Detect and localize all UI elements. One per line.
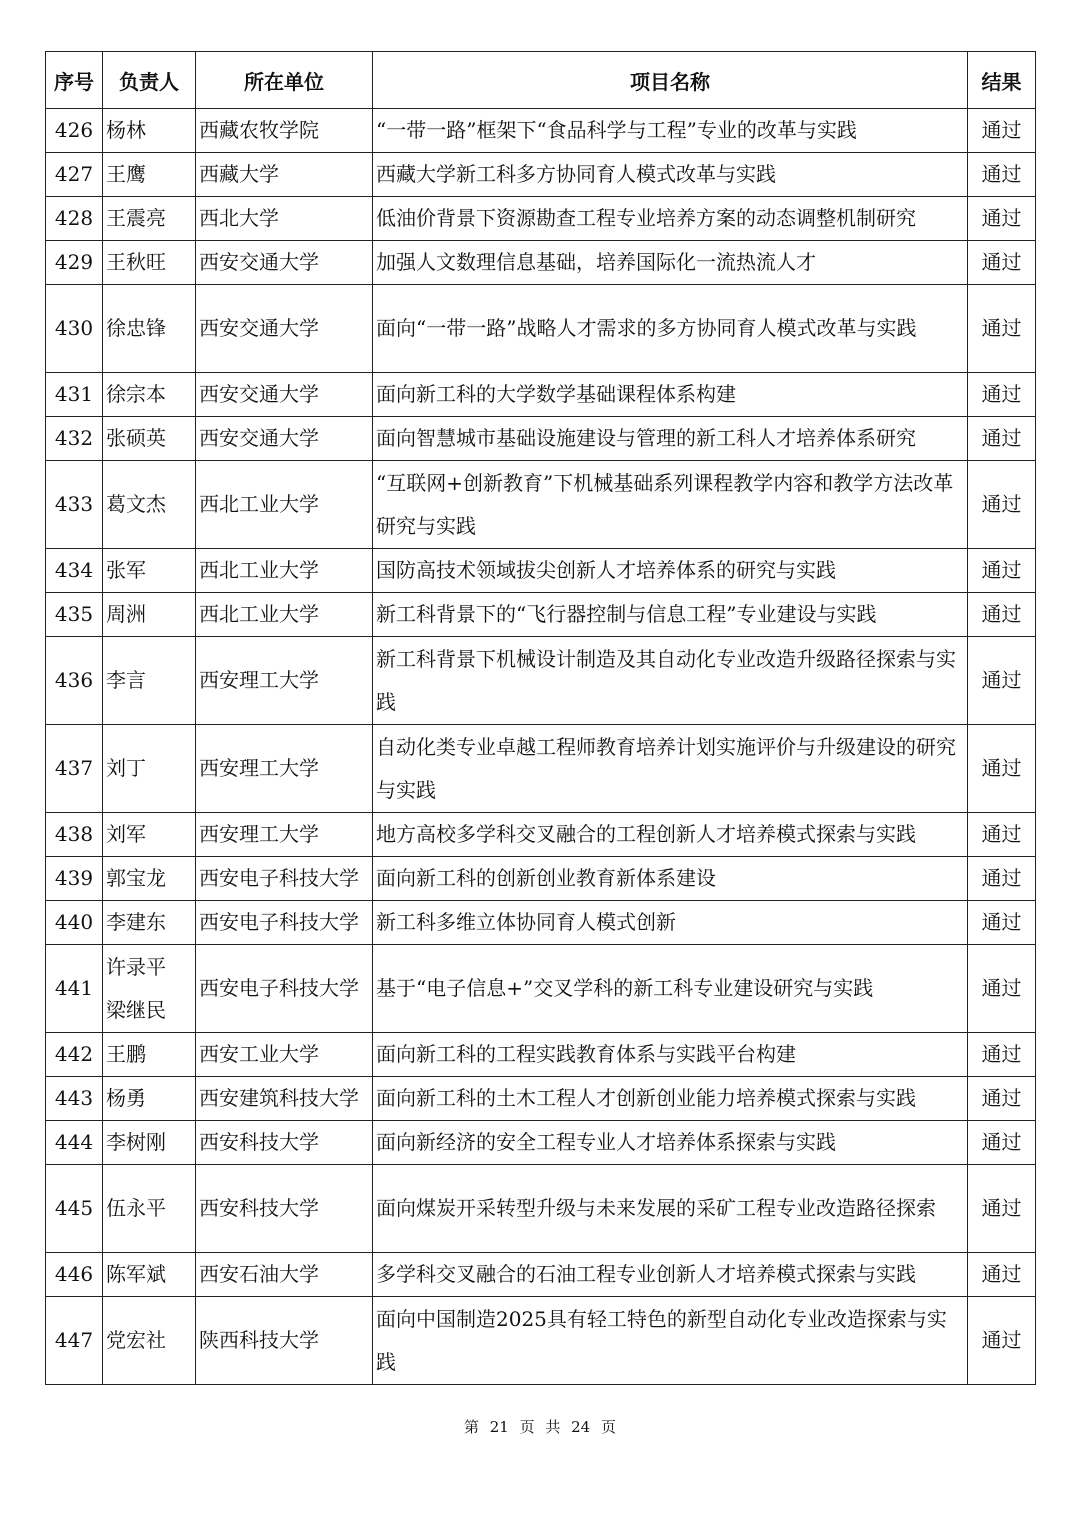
header-serial-number: 序号 bbox=[46, 52, 103, 109]
row-unit: 西安交通大学 bbox=[196, 285, 373, 373]
row-project-title: 地方高校多学科交叉融合的工程创新人才培养模式探索与实践 bbox=[373, 813, 968, 857]
table-row bbox=[46, 1253, 1036, 1297]
row-project-title: 面向新工科的大学数学基础课程体系构建 bbox=[373, 373, 968, 417]
table-row bbox=[46, 109, 1036, 153]
row-project-title: 加强人文数理信息基础，培养国际化一流热流人才 bbox=[373, 241, 968, 285]
row-unit: 西安理工大学 bbox=[196, 813, 373, 857]
row-serial-number: 444 bbox=[46, 1121, 103, 1165]
row-result: 通过 bbox=[968, 857, 1036, 901]
header-project-title: 项目名称 bbox=[373, 52, 968, 109]
row-leader: 徐宗本 bbox=[103, 373, 196, 417]
row-leader: 陈军斌 bbox=[103, 1253, 196, 1297]
row-unit: 陕西科技大学 bbox=[196, 1297, 373, 1385]
row-leader: 李建东 bbox=[103, 901, 196, 945]
row-serial-number: 439 bbox=[46, 857, 103, 901]
row-result: 通过 bbox=[968, 549, 1036, 593]
row-result: 通过 bbox=[968, 285, 1036, 373]
row-result: 通过 bbox=[968, 461, 1036, 549]
row-project-title: 面向新工科的土木工程人才创新创业能力培养模式探索与实践 bbox=[373, 1077, 968, 1121]
row-serial-number: 446 bbox=[46, 1253, 103, 1297]
table-row bbox=[46, 637, 1036, 725]
table-row bbox=[46, 1297, 1036, 1385]
row-project-title: 面向新工科的创新创业教育新体系建设 bbox=[373, 857, 968, 901]
row-serial-number: 427 bbox=[46, 153, 103, 197]
row-result: 通过 bbox=[968, 1165, 1036, 1253]
row-project-title: 面向中国制造2025具有轻工特色的新型自动化专业改造探索与实践 bbox=[373, 1297, 968, 1385]
row-leader: 党宏社 bbox=[103, 1297, 196, 1385]
row-leader: 周洲 bbox=[103, 593, 196, 637]
row-project-title: 低油价背景下资源勘查工程专业培养方案的动态调整机制研究 bbox=[373, 197, 968, 241]
page-footer: 第 21 页 共 24 页 bbox=[463, 1418, 616, 1436]
row-leader: 王鹰 bbox=[103, 153, 196, 197]
row-project-title: 面向智慧城市基础设施建设与管理的新工科人才培养体系研究 bbox=[373, 417, 968, 461]
row-leader: 许录平 梁继民 bbox=[103, 945, 196, 1033]
row-unit: 西安理工大学 bbox=[196, 725, 373, 813]
row-leader: 伍永平 bbox=[103, 1165, 196, 1253]
row-result: 通过 bbox=[968, 1033, 1036, 1077]
row-unit: 西安理工大学 bbox=[196, 637, 373, 725]
table-row bbox=[46, 373, 1036, 417]
project-results-table bbox=[45, 51, 1036, 1385]
row-unit: 西北工业大学 bbox=[196, 593, 373, 637]
table-row bbox=[46, 417, 1036, 461]
table-row bbox=[46, 1121, 1036, 1165]
header-unit: 所在单位 bbox=[196, 52, 373, 109]
row-serial-number: 433 bbox=[46, 461, 103, 549]
row-result: 通过 bbox=[968, 1077, 1036, 1121]
row-project-title: 面向新工科的工程实践教育体系与实践平台构建 bbox=[373, 1033, 968, 1077]
row-result: 通过 bbox=[968, 901, 1036, 945]
row-unit: 西北大学 bbox=[196, 197, 373, 241]
table-row bbox=[46, 901, 1036, 945]
header-result: 结果 bbox=[968, 52, 1036, 109]
table-row bbox=[46, 241, 1036, 285]
table-row bbox=[46, 1077, 1036, 1121]
row-unit: 西藏农牧学院 bbox=[196, 109, 373, 153]
row-result: 通过 bbox=[968, 241, 1036, 285]
table-row bbox=[46, 1033, 1036, 1077]
row-leader: 王鹏 bbox=[103, 1033, 196, 1077]
row-unit: 西北工业大学 bbox=[196, 549, 373, 593]
row-leader: 王震亮 bbox=[103, 197, 196, 241]
row-leader: 刘丁 bbox=[103, 725, 196, 813]
row-result: 通过 bbox=[968, 725, 1036, 813]
row-unit: 西北工业大学 bbox=[196, 461, 373, 549]
row-leader: 葛文杰 bbox=[103, 461, 196, 549]
header-leader: 负责人 bbox=[103, 52, 196, 109]
row-leader: 张硕英 bbox=[103, 417, 196, 461]
row-unit: 西藏大学 bbox=[196, 153, 373, 197]
row-unit: 西安工业大学 bbox=[196, 1033, 373, 1077]
row-serial-number: 434 bbox=[46, 549, 103, 593]
row-serial-number: 432 bbox=[46, 417, 103, 461]
row-unit: 西安交通大学 bbox=[196, 417, 373, 461]
row-serial-number: 445 bbox=[46, 1165, 103, 1253]
row-unit: 西安电子科技大学 bbox=[196, 857, 373, 901]
row-result: 通过 bbox=[968, 1121, 1036, 1165]
table-body bbox=[46, 109, 1036, 1385]
table-row bbox=[46, 1165, 1036, 1253]
row-serial-number: 442 bbox=[46, 1033, 103, 1077]
row-leader: 张军 bbox=[103, 549, 196, 593]
table-row bbox=[46, 593, 1036, 637]
row-project-title: 面向“一带一路”战略人才需求的多方协同育人模式改革与实践 bbox=[373, 285, 968, 373]
table-row bbox=[46, 197, 1036, 241]
row-project-title: 新工科背景下的“飞行器控制与信息工程”专业建设与实践 bbox=[373, 593, 968, 637]
row-unit: 西安交通大学 bbox=[196, 241, 373, 285]
row-project-title: 面向煤炭开采转型升级与未来发展的采矿工程专业改造路径探索 bbox=[373, 1165, 968, 1253]
table-row bbox=[46, 549, 1036, 593]
row-result: 通过 bbox=[968, 373, 1036, 417]
row-leader: 李树刚 bbox=[103, 1121, 196, 1165]
row-result: 通过 bbox=[968, 637, 1036, 725]
row-unit: 西安建筑科技大学 bbox=[196, 1077, 373, 1121]
row-unit: 西安科技大学 bbox=[196, 1121, 373, 1165]
row-unit: 西安电子科技大学 bbox=[196, 945, 373, 1033]
row-result: 通过 bbox=[968, 197, 1036, 241]
row-result: 通过 bbox=[968, 813, 1036, 857]
row-project-title: “互联网+创新教育”下机械基础系列课程教学内容和教学方法改革研究与实践 bbox=[373, 461, 968, 549]
row-serial-number: 428 bbox=[46, 197, 103, 241]
row-result: 通过 bbox=[968, 109, 1036, 153]
row-result: 通过 bbox=[968, 1253, 1036, 1297]
row-serial-number: 437 bbox=[46, 725, 103, 813]
row-project-title: 基于“电子信息+”交叉学科的新工科专业建设研究与实践 bbox=[373, 945, 968, 1033]
table-row bbox=[46, 725, 1036, 813]
row-result: 通过 bbox=[968, 417, 1036, 461]
row-leader: 郭宝龙 bbox=[103, 857, 196, 901]
table-row bbox=[46, 153, 1036, 197]
row-unit: 西安石油大学 bbox=[196, 1253, 373, 1297]
row-project-title: 新工科多维立体协同育人模式创新 bbox=[373, 901, 968, 945]
row-leader: 杨勇 bbox=[103, 1077, 196, 1121]
row-result: 通过 bbox=[968, 593, 1036, 637]
row-serial-number: 443 bbox=[46, 1077, 103, 1121]
row-unit: 西安科技大学 bbox=[196, 1165, 373, 1253]
row-serial-number: 435 bbox=[46, 593, 103, 637]
table-row bbox=[46, 945, 1036, 1033]
row-leader: 杨林 bbox=[103, 109, 196, 153]
table-row bbox=[46, 857, 1036, 901]
row-serial-number: 426 bbox=[46, 109, 103, 153]
row-project-title: 自动化类专业卓越工程师教育培养计划实施评价与升级建设的研究与实践 bbox=[373, 725, 968, 813]
row-leader: 徐忠锋 bbox=[103, 285, 196, 373]
row-serial-number: 431 bbox=[46, 373, 103, 417]
row-project-title: 新工科背景下机械设计制造及其自动化专业改造升级路径探索与实践 bbox=[373, 637, 968, 725]
row-serial-number: 441 bbox=[46, 945, 103, 1033]
row-result: 通过 bbox=[968, 945, 1036, 1033]
row-project-title: 面向新经济的安全工程专业人才培养体系探索与实践 bbox=[373, 1121, 968, 1165]
row-serial-number: 447 bbox=[46, 1297, 103, 1385]
row-project-title: 国防高技术领域拔尖创新人才培养体系的研究与实践 bbox=[373, 549, 968, 593]
row-leader: 王秋旺 bbox=[103, 241, 196, 285]
table-header-row bbox=[46, 52, 1036, 109]
table-row bbox=[46, 461, 1036, 549]
row-result: 通过 bbox=[968, 1297, 1036, 1385]
table-row bbox=[46, 285, 1036, 373]
row-project-title: 多学科交叉融合的石油工程专业创新人才培养模式探索与实践 bbox=[373, 1253, 968, 1297]
row-serial-number: 436 bbox=[46, 637, 103, 725]
row-leader: 李言 bbox=[103, 637, 196, 725]
row-result: 通过 bbox=[968, 153, 1036, 197]
row-serial-number: 429 bbox=[46, 241, 103, 285]
row-serial-number: 438 bbox=[46, 813, 103, 857]
row-serial-number: 440 bbox=[46, 901, 103, 945]
row-unit: 西安交通大学 bbox=[196, 373, 373, 417]
row-unit: 西安电子科技大学 bbox=[196, 901, 373, 945]
table-row bbox=[46, 813, 1036, 857]
row-serial-number: 430 bbox=[46, 285, 103, 373]
row-leader: 刘军 bbox=[103, 813, 196, 857]
row-project-title: “一带一路”框架下“食品科学与工程”专业的改革与实践 bbox=[373, 109, 968, 153]
row-project-title: 西藏大学新工科多方协同育人模式改革与实践 bbox=[373, 153, 968, 197]
